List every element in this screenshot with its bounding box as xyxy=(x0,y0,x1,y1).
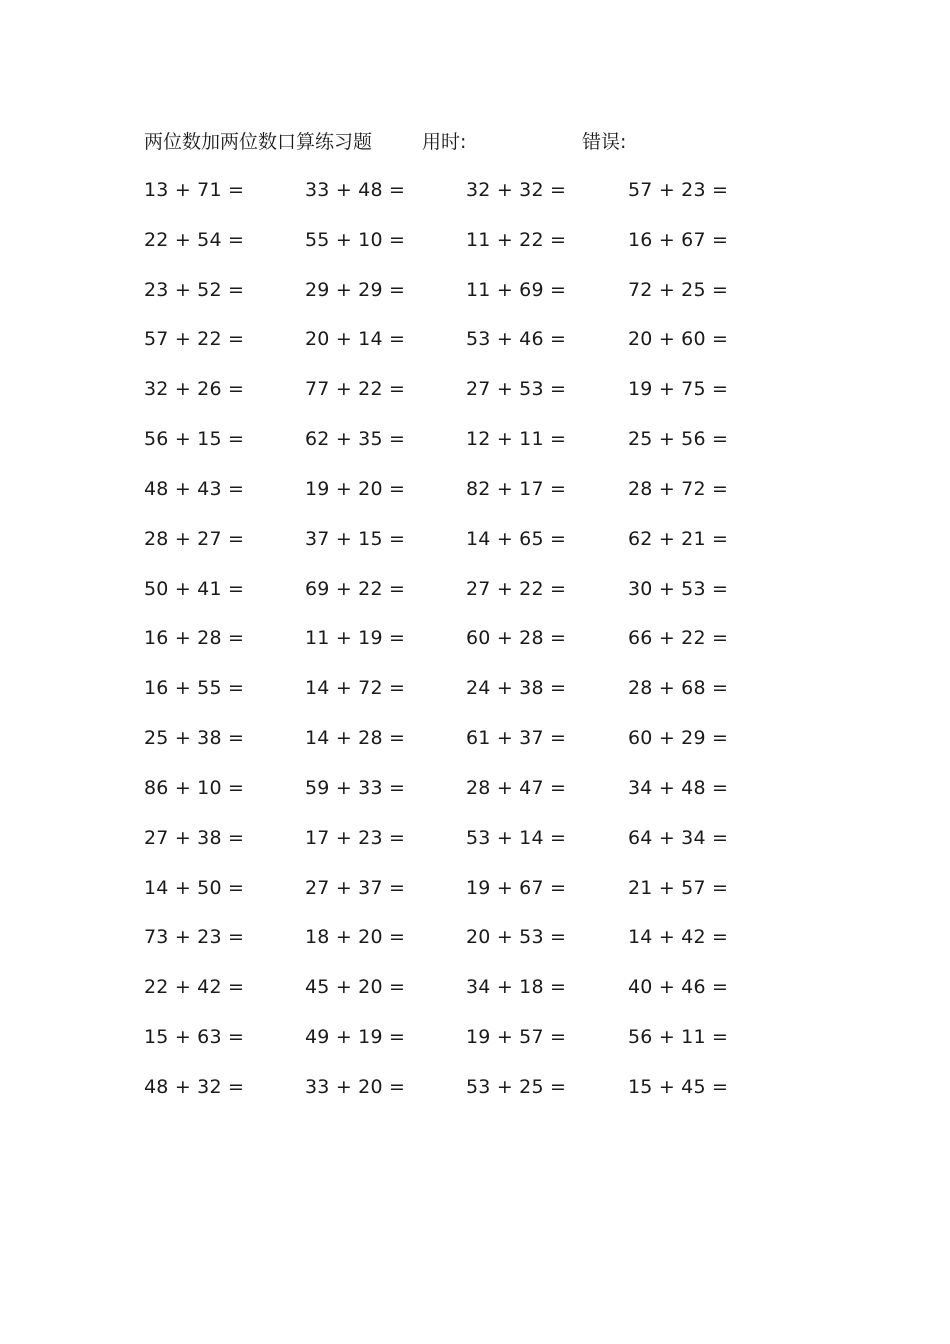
arithmetic-problem: 28 + 68 = xyxy=(628,677,729,700)
problem-row xyxy=(144,525,804,575)
worksheet-header xyxy=(144,128,764,156)
arithmetic-problem: 12 + 11 = xyxy=(466,428,567,451)
time-used-label: 用时: xyxy=(422,131,467,153)
arithmetic-problem: 11 + 19 = xyxy=(305,627,406,650)
arithmetic-problem: 29 + 29 = xyxy=(305,278,406,301)
arithmetic-problem: 19 + 67 = xyxy=(466,876,567,899)
arithmetic-problem: 27 + 22 = xyxy=(466,577,567,600)
arithmetic-problem: 19 + 20 = xyxy=(305,477,406,500)
errors-label: 错误: xyxy=(582,131,627,153)
arithmetic-problem: 59 + 33 = xyxy=(305,776,406,799)
arithmetic-problem: 60 + 28 = xyxy=(466,627,567,650)
problem-row xyxy=(144,325,804,375)
arithmetic-problem: 66 + 22 = xyxy=(628,627,729,650)
arithmetic-problem: 73 + 23 = xyxy=(144,926,245,949)
problem-row xyxy=(144,724,804,774)
arithmetic-problem: 33 + 20 = xyxy=(305,1075,406,1098)
arithmetic-problem: 19 + 57 = xyxy=(466,1026,567,1049)
arithmetic-problem: 53 + 46 = xyxy=(466,328,567,351)
arithmetic-problem: 11 + 22 = xyxy=(466,228,567,251)
arithmetic-problem: 20 + 60 = xyxy=(628,328,729,351)
problem-row xyxy=(144,874,804,924)
problem-row xyxy=(144,226,804,276)
arithmetic-problem: 15 + 45 = xyxy=(628,1075,729,1098)
arithmetic-problem: 77 + 22 = xyxy=(305,378,406,401)
problem-row xyxy=(144,475,804,525)
arithmetic-problem: 22 + 54 = xyxy=(144,228,245,251)
arithmetic-problem: 69 + 22 = xyxy=(305,577,406,600)
problem-row xyxy=(144,624,804,674)
arithmetic-problem: 62 + 35 = xyxy=(305,428,406,451)
arithmetic-problem: 25 + 56 = xyxy=(628,428,729,451)
problem-row xyxy=(144,824,804,874)
arithmetic-problem: 23 + 52 = xyxy=(144,278,245,301)
arithmetic-problem: 45 + 20 = xyxy=(305,976,406,999)
arithmetic-problem: 49 + 19 = xyxy=(305,1026,406,1049)
arithmetic-problem: 34 + 48 = xyxy=(628,776,729,799)
arithmetic-problem: 61 + 37 = xyxy=(466,727,567,750)
arithmetic-problem: 21 + 57 = xyxy=(628,876,729,899)
arithmetic-problem: 24 + 38 = xyxy=(466,677,567,700)
arithmetic-problem: 14 + 72 = xyxy=(305,677,406,700)
arithmetic-problem: 48 + 32 = xyxy=(144,1075,245,1098)
arithmetic-problem: 37 + 15 = xyxy=(305,527,406,550)
arithmetic-problem: 40 + 46 = xyxy=(628,976,729,999)
problem-row xyxy=(144,674,804,724)
problem-row xyxy=(144,1023,804,1073)
problem-row xyxy=(144,1073,804,1123)
arithmetic-problem: 27 + 37 = xyxy=(305,876,406,899)
arithmetic-problem: 48 + 43 = xyxy=(144,477,245,500)
arithmetic-problem: 25 + 38 = xyxy=(144,727,245,750)
arithmetic-problem: 53 + 25 = xyxy=(466,1075,567,1098)
arithmetic-problem: 19 + 75 = xyxy=(628,378,729,401)
arithmetic-problem: 30 + 53 = xyxy=(628,577,729,600)
arithmetic-problem: 27 + 53 = xyxy=(466,378,567,401)
arithmetic-problem: 20 + 53 = xyxy=(466,926,567,949)
arithmetic-problem: 20 + 14 = xyxy=(305,328,406,351)
arithmetic-problem: 17 + 23 = xyxy=(305,826,406,849)
arithmetic-problem: 11 + 69 = xyxy=(466,278,567,301)
problem-grid xyxy=(144,176,804,1123)
arithmetic-problem: 53 + 14 = xyxy=(466,826,567,849)
arithmetic-problem: 15 + 63 = xyxy=(144,1026,245,1049)
arithmetic-problem: 16 + 55 = xyxy=(144,677,245,700)
problem-row xyxy=(144,774,804,824)
arithmetic-problem: 14 + 28 = xyxy=(305,727,406,750)
arithmetic-problem: 62 + 21 = xyxy=(628,527,729,550)
arithmetic-problem: 28 + 27 = xyxy=(144,527,245,550)
arithmetic-problem: 13 + 71 = xyxy=(144,179,245,201)
arithmetic-problem: 34 + 18 = xyxy=(466,976,567,999)
arithmetic-problem: 56 + 15 = xyxy=(144,428,245,451)
arithmetic-problem: 14 + 65 = xyxy=(466,527,567,550)
arithmetic-problem: 64 + 34 = xyxy=(628,826,729,849)
problem-row xyxy=(144,375,804,425)
problem-row xyxy=(144,923,804,973)
arithmetic-problem: 60 + 29 = xyxy=(628,727,729,750)
arithmetic-problem: 28 + 47 = xyxy=(466,776,567,799)
arithmetic-problem: 56 + 11 = xyxy=(628,1026,729,1049)
arithmetic-problem: 55 + 10 = xyxy=(305,228,406,251)
arithmetic-problem: 50 + 41 = xyxy=(144,577,245,600)
arithmetic-problem: 57 + 22 = xyxy=(144,328,245,351)
arithmetic-problem: 32 + 26 = xyxy=(144,378,245,401)
arithmetic-problem: 18 + 20 = xyxy=(305,926,406,949)
arithmetic-problem: 16 + 28 = xyxy=(144,627,245,650)
arithmetic-problem: 32 + 32 = xyxy=(466,179,567,201)
arithmetic-problem: 22 + 42 = xyxy=(144,976,245,999)
arithmetic-problem: 14 + 50 = xyxy=(144,876,245,899)
arithmetic-problem: 86 + 10 = xyxy=(144,776,245,799)
arithmetic-problem: 16 + 67 = xyxy=(628,228,729,251)
problem-row xyxy=(144,575,804,625)
arithmetic-problem: 57 + 23 = xyxy=(628,179,729,201)
problem-row xyxy=(144,276,804,326)
arithmetic-problem: 27 + 38 = xyxy=(144,826,245,849)
arithmetic-problem: 14 + 42 = xyxy=(628,926,729,949)
arithmetic-problem: 72 + 25 = xyxy=(628,278,729,301)
arithmetic-problem: 28 + 72 = xyxy=(628,477,729,500)
arithmetic-problem: 82 + 17 = xyxy=(466,477,567,500)
problem-row xyxy=(144,425,804,475)
arithmetic-problem: 33 + 48 = xyxy=(305,179,406,201)
worksheet-title: 两位数加两位数口算练习题 xyxy=(144,131,373,153)
problem-row xyxy=(144,973,804,1023)
problem-row xyxy=(144,176,804,226)
